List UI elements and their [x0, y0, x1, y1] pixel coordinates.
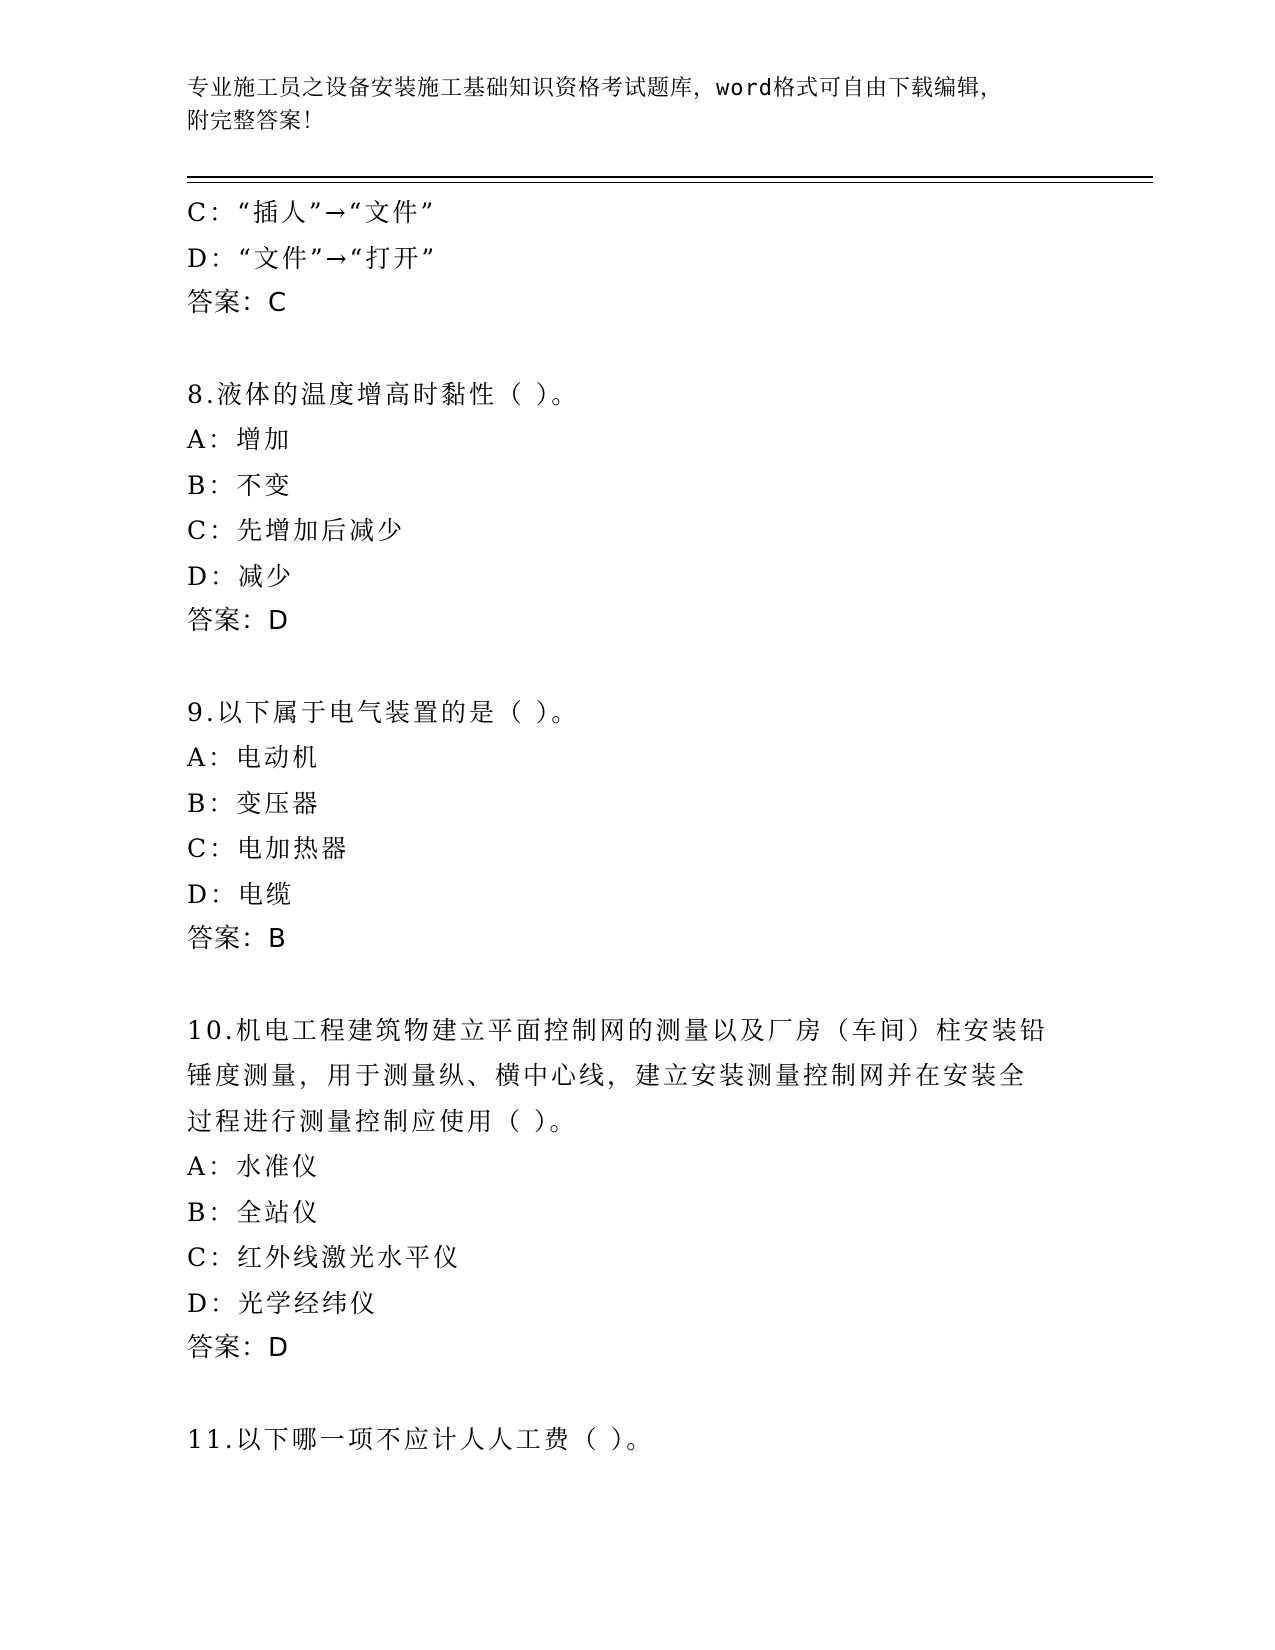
q9-option-d: D：电缆 [187, 879, 295, 909]
spacer [187, 1372, 1127, 1417]
header-line-2: 附完整答案！ [187, 109, 326, 134]
q10-option-a: A：水准仪 [187, 1152, 321, 1181]
q7-answer: 答案：C [187, 288, 288, 318]
header-line-1: 专业施工员之设备安装施工基础知识资格考试题库，word格式可自由下载编辑， [187, 76, 1003, 101]
q8-option-b: B：不变 [187, 470, 293, 500]
q10-question-line-3: 过程进行测量控制应使用（ ）。 [187, 1106, 578, 1136]
q10-question-line-2: 锤度测量，用于测量纵、横中心线，建立安装测量控制网并在安装全 [187, 1061, 1028, 1090]
q8-option-a: A：增加 [187, 425, 293, 454]
q10-answer: 答案：D [187, 1333, 290, 1363]
q10-question-line-1: 10.机电工程建筑物建立平面控制网的测量以及厂房（车间）柱安装铅 [187, 1015, 1048, 1045]
question-content [187, 190, 1127, 1462]
q9-answer: 答案：B [187, 924, 287, 954]
header-divider-thick [187, 176, 1153, 178]
q10-option-d: D：光学经纬仪 [187, 1288, 379, 1318]
q9-option-b: B：变压器 [187, 788, 321, 818]
q9-option-a: A：电动机 [187, 743, 321, 772]
spacer [187, 327, 1127, 372]
q8-option-c: C：先增加后减少 [187, 516, 406, 545]
document-header [187, 72, 1087, 138]
q9-option-c: C：电加热器 [187, 834, 350, 863]
q7-option-d: D：“文件”→“打开” [187, 243, 438, 273]
q11-question: 11.以下哪一项不应计人人工费（ ）。 [187, 1424, 655, 1454]
spacer [187, 963, 1127, 1008]
q8-option-d: D：减少 [187, 561, 295, 591]
q8-question: 8.液体的温度增高时黏性（ ）。 [187, 379, 580, 409]
q8-answer: 答案：D [187, 606, 290, 636]
q10-question [187, 1008, 1127, 1145]
q9-question: 9.以下属于电气装置的是（ ）。 [187, 697, 580, 727]
q10-option-c: C：红外线激光水平仪 [187, 1243, 462, 1272]
header-divider-thin [187, 182, 1153, 183]
q7-option-c: C：“插人”→“文件” [187, 198, 437, 227]
spacer [187, 645, 1127, 690]
q10-option-b: B：全站仪 [187, 1197, 321, 1227]
